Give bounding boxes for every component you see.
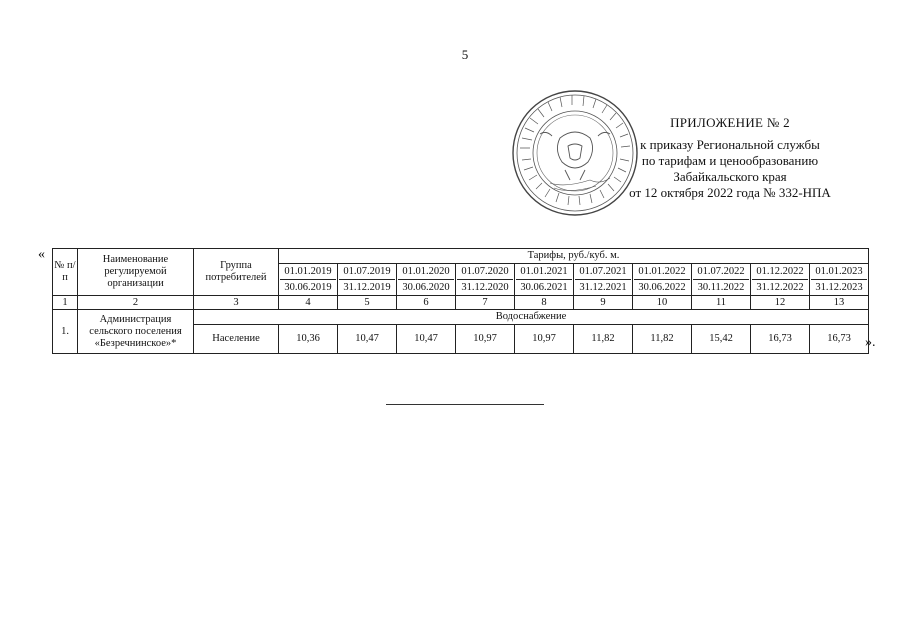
tariff-value: 16,73 [751,325,810,354]
period-to: 30.06.2019 [284,282,332,293]
column-number: 1 [53,296,78,310]
period-cell [397,264,456,296]
period-to: 30.06.2020 [402,282,450,293]
column-number: 4 [279,296,338,310]
period-cell [810,264,869,296]
period-to: 31.12.2020 [461,282,509,293]
column-number: 9 [574,296,633,310]
period-to: 30.11.2022 [697,282,745,293]
column-number: 6 [397,296,456,310]
period-cell [279,264,338,296]
period-cell [751,264,810,296]
period-cell [338,264,397,296]
period-from: 01.07.2020 [457,264,513,280]
period-to: 31.12.2022 [756,282,804,293]
opening-quote: « [38,247,45,262]
period-to: 30.06.2021 [520,282,568,293]
consumer-group: Население [194,325,279,354]
period-from: 01.01.2023 [811,264,867,280]
tariffs-table [52,248,869,354]
header-org: Наименование регулируемой организации [78,249,194,296]
row-num: 1. [53,310,78,354]
period-cell [633,264,692,296]
column-number: 7 [456,296,515,310]
header-row [53,249,869,264]
tariff-value: 11,82 [574,325,633,354]
header-group: Группа потребителей [194,249,279,296]
tariff-value: 10,97 [456,325,515,354]
header-num: № п/п [53,249,78,296]
column-number: 2 [78,296,194,310]
period-cell [456,264,515,296]
period-cell [574,264,633,296]
appendix-line: Забайкальского края [673,169,787,184]
service-row [53,310,869,325]
period-from: 01.01.2021 [516,264,572,280]
tariff-value: 16,73 [810,325,869,354]
column-number: 12 [751,296,810,310]
period-from: 01.01.2020 [398,264,454,280]
tariff-value: 10,47 [397,325,456,354]
column-number: 5 [338,296,397,310]
period-from: 01.07.2019 [339,264,395,280]
tariff-value: 10,97 [515,325,574,354]
period-from: 01.12.2022 [752,264,808,280]
appendix-title: ПРИЛОЖЕНИЕ № 2 [670,115,790,130]
column-number: 8 [515,296,574,310]
column-number: 11 [692,296,751,310]
period-from: 01.07.2021 [575,264,631,280]
period-from: 01.07.2022 [693,264,749,280]
tariff-value: 10,47 [338,325,397,354]
tariff-value: 10,36 [279,325,338,354]
page-number: 5 [461,47,469,62]
column-number-row [53,296,869,310]
column-number: 10 [633,296,692,310]
period-to: 31.12.2021 [579,282,627,293]
appendix-header [600,115,860,201]
appendix-line: по тарифам и ценообразованию [641,153,819,168]
period-cell [515,264,574,296]
period-to: 31.12.2023 [815,282,863,293]
closing-quote: ». [865,335,876,350]
tariff-value: 11,82 [633,325,692,354]
column-number: 13 [810,296,869,310]
period-from: 01.01.2019 [280,264,336,280]
period-cell [692,264,751,296]
appendix-line: от 12 октября 2022 года № 332-НПА [629,185,831,200]
period-to: 31.12.2019 [343,282,391,293]
period-to: 30.06.2022 [638,282,686,293]
organization-name: Администрация сельского поселения «Безречнинское»* [78,310,194,354]
service-name: Водоснабжение [194,310,869,325]
header-tariffs: Тарифы, руб./куб. м. [279,249,869,264]
footnote-separator-line [386,404,544,405]
column-number: 3 [194,296,279,310]
appendix-line: к приказу Региональной службы [640,137,820,152]
period-from: 01.01.2022 [634,264,690,280]
tariff-value: 15,42 [692,325,751,354]
